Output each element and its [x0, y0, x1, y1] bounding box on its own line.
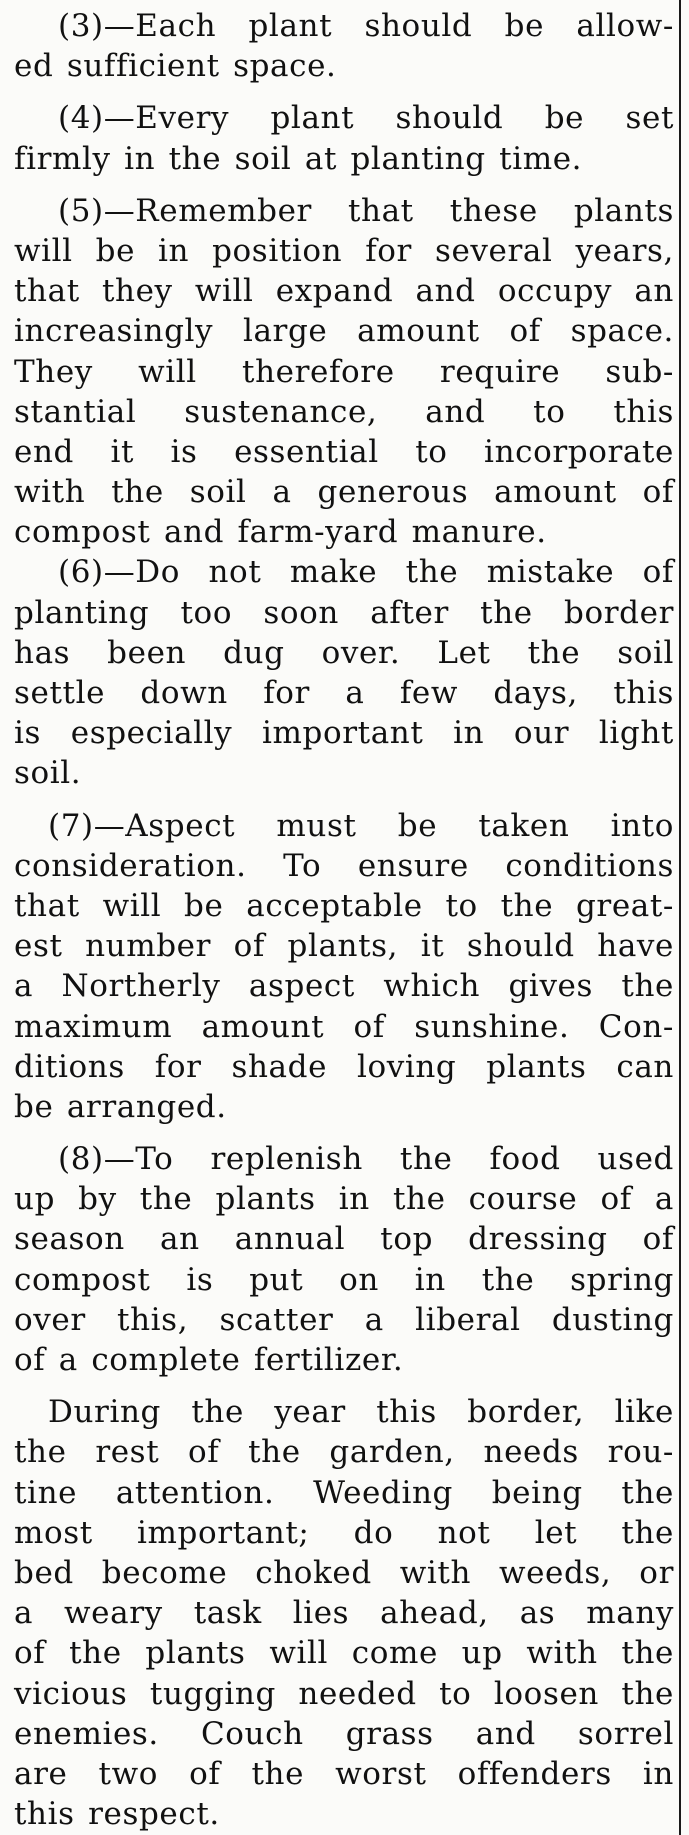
text-line: that will be acceptable to the great-	[14, 887, 674, 924]
text-line: consideration. To ensure conditions	[14, 847, 674, 884]
paragraph-6	[14, 552, 674, 793]
text-line: will be in position for several years,	[14, 232, 674, 269]
text-line: compost and farm-yard manure.	[14, 514, 547, 551]
column-rule	[679, 0, 681, 1835]
text-line: up by the plants in the course of a	[14, 1181, 674, 1218]
text-line: (8)—To replenish the food used	[58, 1141, 674, 1178]
text-line: season an annual top dressing of	[14, 1221, 674, 1258]
text-line: vicious tugging needed to loosen the	[14, 1675, 674, 1712]
text-line: be arranged.	[14, 1088, 227, 1125]
text-line: a weary task lies ahead, as many	[14, 1595, 674, 1632]
text-line: a Northerly aspect which gives the	[14, 968, 674, 1005]
text-line: maximum amount of sunshine. Con-	[14, 1008, 674, 1045]
text-line: that they will expand and occupy an	[14, 273, 674, 310]
text-line: firmly in the soil at planting time.	[14, 140, 583, 177]
text-line: of the plants will come up with the	[14, 1635, 674, 1672]
text-line: ed sufficient space.	[14, 48, 337, 85]
text-line: stantial sustenance, and to this	[14, 393, 674, 430]
text-line: most important; do not let the	[14, 1514, 674, 1551]
text-line: with the soil a generous amount of	[14, 474, 674, 511]
paragraph-8	[14, 1139, 674, 1380]
text-line: increasingly large amount of space.	[14, 313, 674, 350]
paragraph-4	[14, 98, 674, 178]
text-line: compost is put on in the spring	[14, 1261, 674, 1298]
text-line: has been dug over. Let the soil	[14, 634, 674, 671]
text-line: During the year this border, like	[48, 1394, 674, 1431]
text-line: is especially important in our light	[14, 715, 674, 752]
text-line: settle down for a few days, this	[14, 675, 674, 711]
text-line: bed become choked with weeds, or	[14, 1554, 674, 1591]
paragraph-7	[14, 806, 674, 1128]
text-line: (5)—Remember that these plants	[58, 192, 674, 229]
text-line: (6)—Do not make the mistake of	[58, 554, 674, 591]
text-line: They will therefore require sub-	[14, 353, 674, 390]
text-line: over this, scatter a liberal dusting	[14, 1301, 674, 1338]
text-line: (3)—Each plant should be allow-	[58, 8, 674, 44]
text-line: tine attention. Weeding being the	[14, 1474, 674, 1511]
text-line: this respect.	[14, 1796, 220, 1833]
text-line: of a complete fertilizer.	[14, 1342, 404, 1378]
paragraph-9	[14, 1392, 674, 1834]
text-line: are two of the worst offenders in	[14, 1755, 674, 1792]
paragraph-5	[14, 191, 674, 553]
text-line: enemies. Couch grass and sorrel	[14, 1715, 674, 1752]
text-line: soil.	[14, 755, 82, 792]
text-line: planting too soon after the border	[14, 594, 674, 631]
text-line: end it is essential to incorporate	[14, 433, 674, 470]
text-line: ditions for shade loving plants can	[14, 1048, 674, 1085]
text-line: (4)—Every plant should be set	[58, 100, 674, 137]
text-line: the rest of the garden, needs rou-	[14, 1434, 674, 1471]
article-text	[14, 6, 674, 1834]
text-line: est number of plants, it should have	[14, 928, 674, 965]
text-line: (7)—Aspect must be taken into	[48, 807, 674, 844]
paragraph-3	[14, 6, 674, 86]
